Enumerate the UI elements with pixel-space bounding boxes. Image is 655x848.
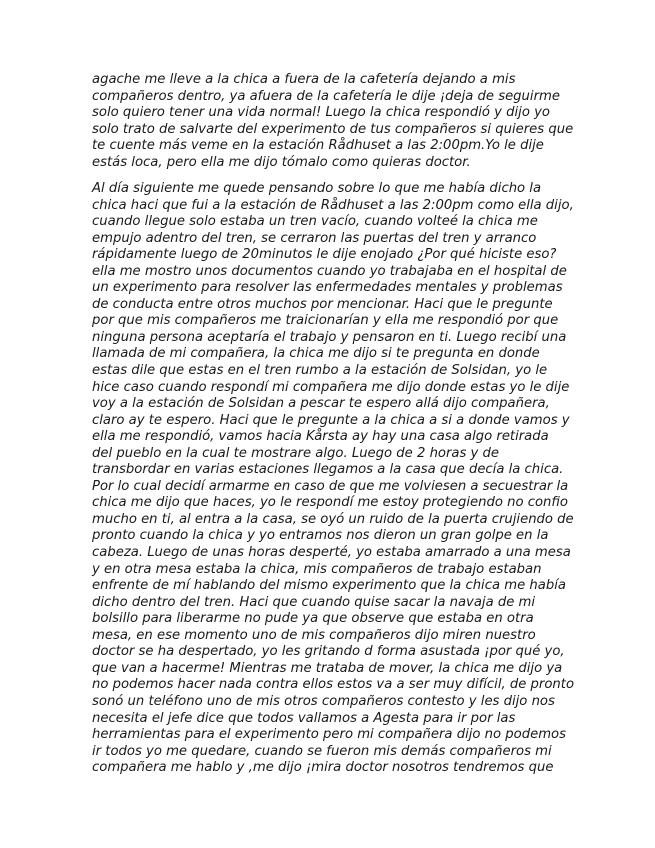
text-line: un experimento para resolver las enfermedades mentales y problemas bbox=[92, 280, 563, 296]
text-line: ir todos yo me quedare, cuando se fueron mis demás compañeros mi bbox=[92, 743, 552, 759]
text-line: solo trato de salvarte del experimento de tus compañeros si quieres que bbox=[92, 121, 574, 137]
text-line: enfrente de mí hablando del mismo experimento que la chica me había bbox=[92, 578, 566, 594]
text-line: por que mis compañeros me traicionarían y ella me respondió por que bbox=[92, 313, 559, 329]
text-line: estás loca, pero ella me dijo tómalo como quieras doctor. bbox=[92, 154, 471, 170]
text-line: doctor se ha despertado, yo les gritando d forma asustada ¡por qué yo, bbox=[92, 644, 565, 660]
text-line: no podemos hacer nada contra ellos estos va a ser muy difícil, de pronto bbox=[92, 677, 575, 693]
text-line: estas dile que estas en el tren rumbo a la estación de Solsidan, yo le bbox=[92, 363, 548, 379]
text-line: hice caso cuando respondí mi compañera me dijo donde estas yo le dije bbox=[92, 379, 570, 395]
text-line: cuando llegue solo estaba un tren vacío, cuando volteé la chica me bbox=[92, 214, 538, 230]
text-line: bolsillo para liberarme no pude ya que observe que estaba en otra bbox=[92, 611, 534, 627]
text-line: ninguna persona aceptaría el trabajo y pensaron en ti. Luego recibí una bbox=[92, 329, 567, 345]
text-line: y en otra mesa estaba la chica, mis compañeros de trabajo estaban bbox=[92, 561, 542, 577]
text-line: ella me respondió, vamos hacia Kårsta ay hay una casa algo retirada bbox=[92, 429, 549, 445]
text-line: necesita el jefe dice que todos vallamos a Agesta para ir por las bbox=[92, 710, 516, 726]
text-line: chica me dijo que haces, yo le respondí me estoy protegiendo no confio bbox=[92, 495, 568, 511]
text-line: te cuente más veme en la estación Rådhuset a las 2:00pm.Yo le dije bbox=[92, 138, 544, 154]
text-line: que van a hacerme! Mientras me trataba de mover, la chica me dijo ya bbox=[92, 660, 563, 676]
text-line: de conducta entre otros muchos por mencionar. Haci que le pregunte bbox=[92, 296, 553, 312]
text-line: Al día siguiente me quede pensando sobre lo que me había dicho la bbox=[92, 181, 542, 196]
text-line: compañera me hablo y ,me dijo ¡mira doctor nosotros tendremos que bbox=[92, 760, 554, 776]
text-line: agache me lleve a la chica a fuera de la cafetería dejando a mis bbox=[92, 72, 516, 87]
paragraph-2 bbox=[92, 181, 575, 777]
text-line: sonó un teléfono uno de mis otros compañeros contesto y les dijo nos bbox=[92, 693, 555, 709]
text-line: rápidamente luego de 20minutos le dije enojado ¿Por qué hiciste eso? bbox=[92, 247, 557, 263]
text-line: dicho dentro del tren. Haci que cuando quise sacar la navaja de mi bbox=[92, 594, 536, 610]
text-line: cabeza. Luego de unas horas desperté, yo estaba amarrado a una mesa bbox=[92, 545, 571, 561]
text-line: mesa, en ese momento uno de mis compañeros dijo miren nuestro bbox=[92, 627, 536, 643]
text-line: voy a la estación de Solsidan a pescar te espero allá dijo compañera, bbox=[92, 396, 550, 412]
text-line: Por lo cual decidí armarme en caso de que me volviesen a secuestrar la bbox=[92, 478, 569, 494]
text-line: pronto cuando la chica y yo entramos nos dieron un gran golpe en la bbox=[92, 528, 549, 544]
text-line: claro ay te espero. Haci que le pregunte a la chica a si a donde vamos y bbox=[92, 412, 570, 428]
text-line: herramientas para el experimento pero mi compañera dijo no podemos bbox=[92, 727, 566, 743]
paragraph-1 bbox=[92, 72, 574, 171]
text-line: transbordar en varias estaciones llegamos a la casa que decía la chica. bbox=[92, 462, 564, 478]
text-line: solo quiero tener una vida normal! Luego la chica respondió y dijo yo bbox=[92, 105, 550, 121]
text-line: chica haci que fui a la estación de Rådhuset a las 2:00pm como ella dijo, bbox=[92, 197, 574, 213]
text-line: mucho en ti, al entra a la casa, se oyó un ruido de la puerta crujiendo de bbox=[92, 511, 574, 527]
text-line: ella me mostro unos documentos cuando yo trabajaba en el hospital de bbox=[92, 263, 567, 279]
text-line: del pueblo en la cual te mostrare algo. Luego de 2 horas y de bbox=[92, 445, 500, 461]
text-line: llamada de mi compañera, la chica me dijo si te pregunta en donde bbox=[92, 346, 540, 362]
text-line: empujo adentro del tren, se cerraron las puertas del tren y arranco bbox=[92, 230, 537, 246]
text-line: compañeros dentro, ya afuera de la cafetería le dije ¡deja de seguirme bbox=[92, 88, 560, 104]
